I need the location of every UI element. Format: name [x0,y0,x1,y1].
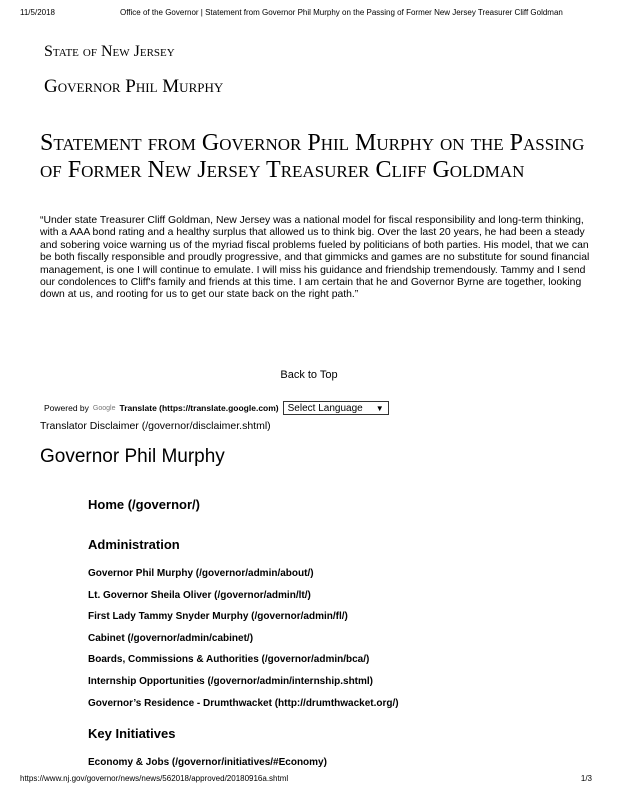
footer-nav [88,497,588,779]
nav-administration-heading: Administration [88,537,180,552]
nav-link-lt-governor[interactable]: Lt. Governor Sheila Oliver (/governor/admin/lt/) [88,589,311,601]
print-date: 11/5/2018 [20,8,55,17]
google-logo: Google [92,404,116,412]
nav-link-governor[interactable]: Governor Phil Murphy (/governor/admin/about/) [88,568,314,579]
translate-bar [44,400,389,416]
nav-key-initiatives-heading: Key Initiatives [88,726,176,742]
nav-link-residence[interactable]: Governor’s Residence - Drumthwacket (http://drumthwacket.org/) [88,697,399,709]
nav-link-cabinet[interactable]: Cabinet (/governor/admin/cabinet/) [88,632,254,644]
state-link[interactable]: State of New Jersey [44,43,175,60]
nav-link-boards[interactable]: Boards, Commissions & Authorities (/governor/admin/bca/) [88,654,370,666]
language-select[interactable] [283,401,389,415]
dropdown-arrow-icon: ▼ [375,403,384,413]
nav-link-first-lady[interactable]: First Lady Tammy Snyder Murphy (/governor/admin/fl/) [88,611,348,623]
page-number: 1/3 [580,774,592,783]
nav-link-economy[interactable]: Economy & Jobs (/governor/initiatives/#Economy) [88,757,327,769]
print-header [0,7,618,19]
footer-heading: Governor Phil Murphy [40,446,225,467]
translator-disclaimer-link[interactable]: Translator Disclaimer (/governor/disclaimer.shtml) [40,420,271,432]
page-title: Statement from Governor Phil Murphy on the Passing of Former New Jersey Treasurer Cliff Goldman [40,130,585,183]
statement-body: “Under state Treasurer Cliff Goldman, New Jersey was a national model for fiscal responsibility and long-term thinking, with a AAA bond rating and a healthy surplus that allowed us to think big. Over the last 20 years, he had been a steady and sobering voice warning us of the myriad fiscal problems fueled by politicians of both parties. His model, that we can be both fiscally responsible and proudly progressive, and that gimmicks and games are no substitute for sound financial management, is one I will continue to emulate. I will miss his guidance and friendship tremendously. Tammy and I send our condolences to Cliff's family and friends at this time. I am certain that he and Governor Byrne are together, looking down at us, and rooting for us to get our state back on the right path.” [40,215,590,301]
nav-home-link[interactable]: Home (/governor/) [88,497,200,512]
language-select-value: Select Language [287,402,363,414]
print-footer [0,773,618,785]
back-to-top-link[interactable]: Back to Top [280,369,338,381]
google-translate-link[interactable]: Translate (https://translate.google.com) [119,403,279,413]
print-url: https://www.nj.gov/governor/news/news/562018/approved/20180916a.shtml [20,774,289,783]
print-page-title: Office of the Governor | Statement from Governor Phil Murphy on the Passing of Former New Jersey Treasurer Cliff Goldman [120,8,563,17]
nav-link-internships[interactable]: Internship Opportunities (/governor/admin/internship.shtml) [88,675,374,687]
powered-by-label: Powered by [44,403,89,413]
governor-link[interactable]: Governor Phil Murphy [44,76,224,97]
